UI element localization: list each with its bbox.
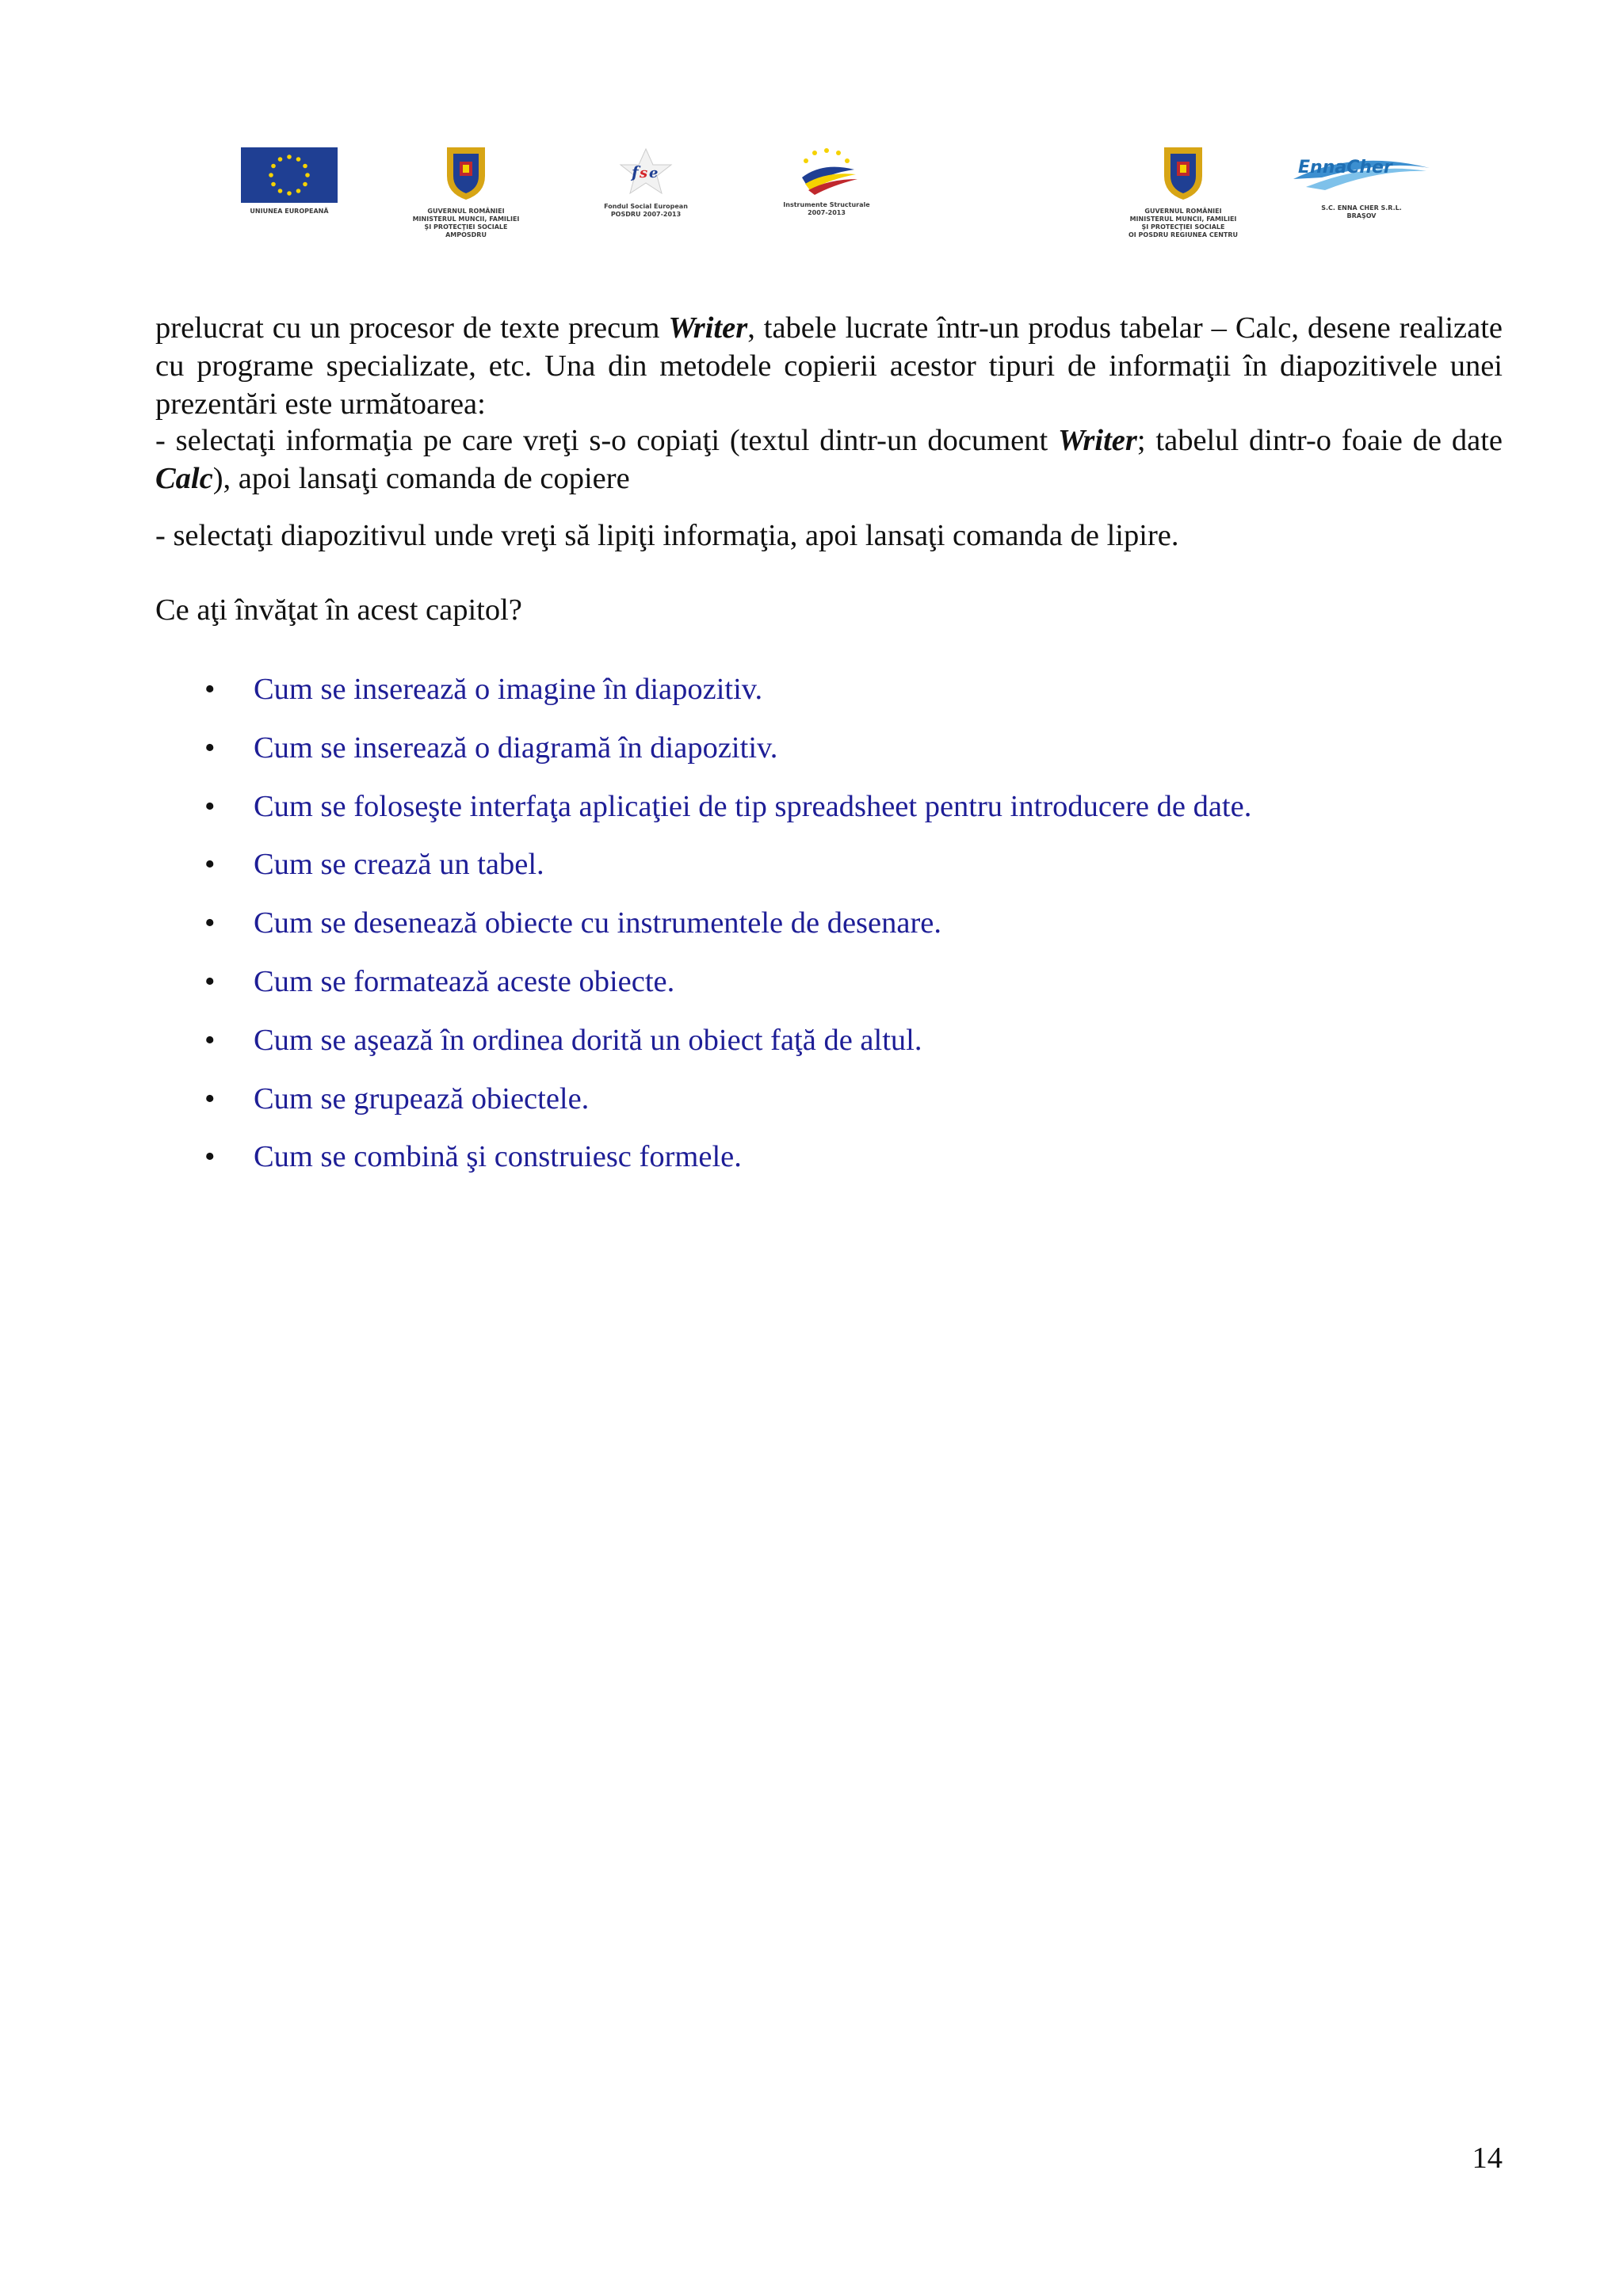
romania-left-caption: GUVERNUL ROMÂNIEI MINISTERUL MUNCII, FAMILIEI ŞI PROTECŢIEI SOCIALE AMPOSDRU — [412, 208, 520, 238]
learning-outcomes-list — [155, 670, 1503, 1196]
bullet-icon: • — [204, 789, 216, 823]
fse-caption: Fondul Social European POSDRU 2007-2013 — [604, 203, 688, 218]
list-item — [155, 729, 1503, 788]
structural-instruments-icon — [791, 146, 862, 198]
list-item — [155, 1021, 1503, 1080]
writer-term-2: Writer — [1058, 424, 1137, 457]
list-item-text: Cum se inserează o diagramă în diapozitiv. — [254, 730, 778, 765]
list-item-text: Cum se aşează în ordinea dorită un obiect faţă de altul. — [254, 1023, 922, 1057]
bullet-icon: • — [204, 1140, 216, 1174]
list-item — [155, 904, 1503, 963]
svg-text:s: s — [640, 165, 648, 181]
p2-text-a: - selectaţi informaţia pe care vreţi s-o copiaţi (textul dintr-un document — [155, 424, 1059, 457]
list-item — [155, 1080, 1503, 1138]
fse-logo — [586, 147, 705, 219]
paragraph-paste-step: - selectaţi diapozitivul unde vreţi să lipiţi informaţia, apoi lansaţi comanda de lipire. — [155, 519, 1179, 552]
structural-instruments-logo — [767, 146, 886, 217]
svg-text:e: e — [649, 165, 659, 181]
paragraph-copy-step — [155, 421, 1503, 498]
bullet-icon: • — [204, 673, 216, 706]
list-item-text: Cum se desenează obiecte cu instrumentele de desenare. — [254, 906, 941, 940]
svg-text:EnnaCher: EnnaCher — [1298, 158, 1392, 177]
svg-text:f: f — [632, 162, 639, 181]
romania-right-caption: GUVERNUL ROMÂNIEI MINISTERUL MUNCII, FAMILIEI ŞI PROTECŢIEI SOCIALE OI POSDRU REGIUNEA CENTRU — [1128, 208, 1238, 238]
list-item-text: Cum se formatează aceste obiecte. — [254, 964, 675, 998]
writer-term: Writer — [668, 311, 748, 345]
eu-caption: UNIUNEA EUROPEANĂ — [250, 208, 329, 215]
ennacher-logo — [1290, 147, 1433, 220]
p1-text-c: , tabele lucrate într-un produs tabelar – Calc, desene realizate cu programe specializate, etc. Una din metodele copierii acestor tipuri de informaţii în diapozitivele unei prezentări este următoarea: — [155, 311, 1503, 421]
list-item — [155, 1138, 1503, 1196]
romania-coat-of-arms-right-logo — [1108, 144, 1258, 239]
header-logos — [0, 0, 1623, 261]
list-item-text: Cum se inserează o imagine în diapozitiv. — [254, 673, 763, 706]
list-item — [155, 670, 1503, 729]
list-item-text: Cum se combină şi construiesc formele. — [254, 1140, 742, 1174]
eu-flag-logo — [238, 147, 341, 215]
bullet-icon: • — [204, 1023, 216, 1057]
chapter-question: Ce aţi învăţat în acest capitol? — [155, 593, 522, 627]
list-item-text: Cum se grupează obiectele. — [254, 1081, 590, 1116]
coat-of-arms-icon — [442, 144, 490, 201]
eu-flag-icon — [241, 147, 338, 203]
romania-coat-of-arms-left-logo — [395, 144, 537, 239]
list-item — [155, 845, 1503, 904]
bullet-icon: • — [204, 906, 216, 940]
bullet-icon: • — [204, 730, 216, 765]
list-item-text: Cum se crează un tabel. — [254, 848, 544, 882]
p2-text-e: ), apoi lansaţi comanda de copiere — [212, 462, 630, 495]
p2-text-c: ; tabelul dintr-o foaie de date — [1136, 424, 1503, 457]
page-number: 14 — [1472, 2142, 1503, 2175]
ennacher-wordmark-icon — [1290, 147, 1433, 203]
bullet-icon: • — [204, 964, 216, 998]
ennacher-caption: S.C. ENNA CHER S.R.L. BRAŞOV — [1321, 204, 1402, 219]
list-item — [155, 788, 1503, 846]
p1-text-a: prelucrat cu un procesor de texte precum — [155, 311, 669, 345]
coat-of-arms-icon — [1159, 144, 1207, 201]
bullet-icon: • — [204, 848, 216, 882]
fse-star-icon — [614, 147, 678, 195]
calc-term: Calc — [155, 462, 213, 495]
paragraph-intro — [155, 309, 1503, 423]
list-item — [155, 963, 1503, 1021]
list-item-text: Cum se foloseşte interfaţa aplicaţiei de tip spreadsheet pentru introducere de date. — [254, 789, 1252, 823]
structural-instruments-caption: Instrumente Structurale 2007-2013 — [783, 201, 870, 216]
bullet-icon: • — [204, 1081, 216, 1116]
